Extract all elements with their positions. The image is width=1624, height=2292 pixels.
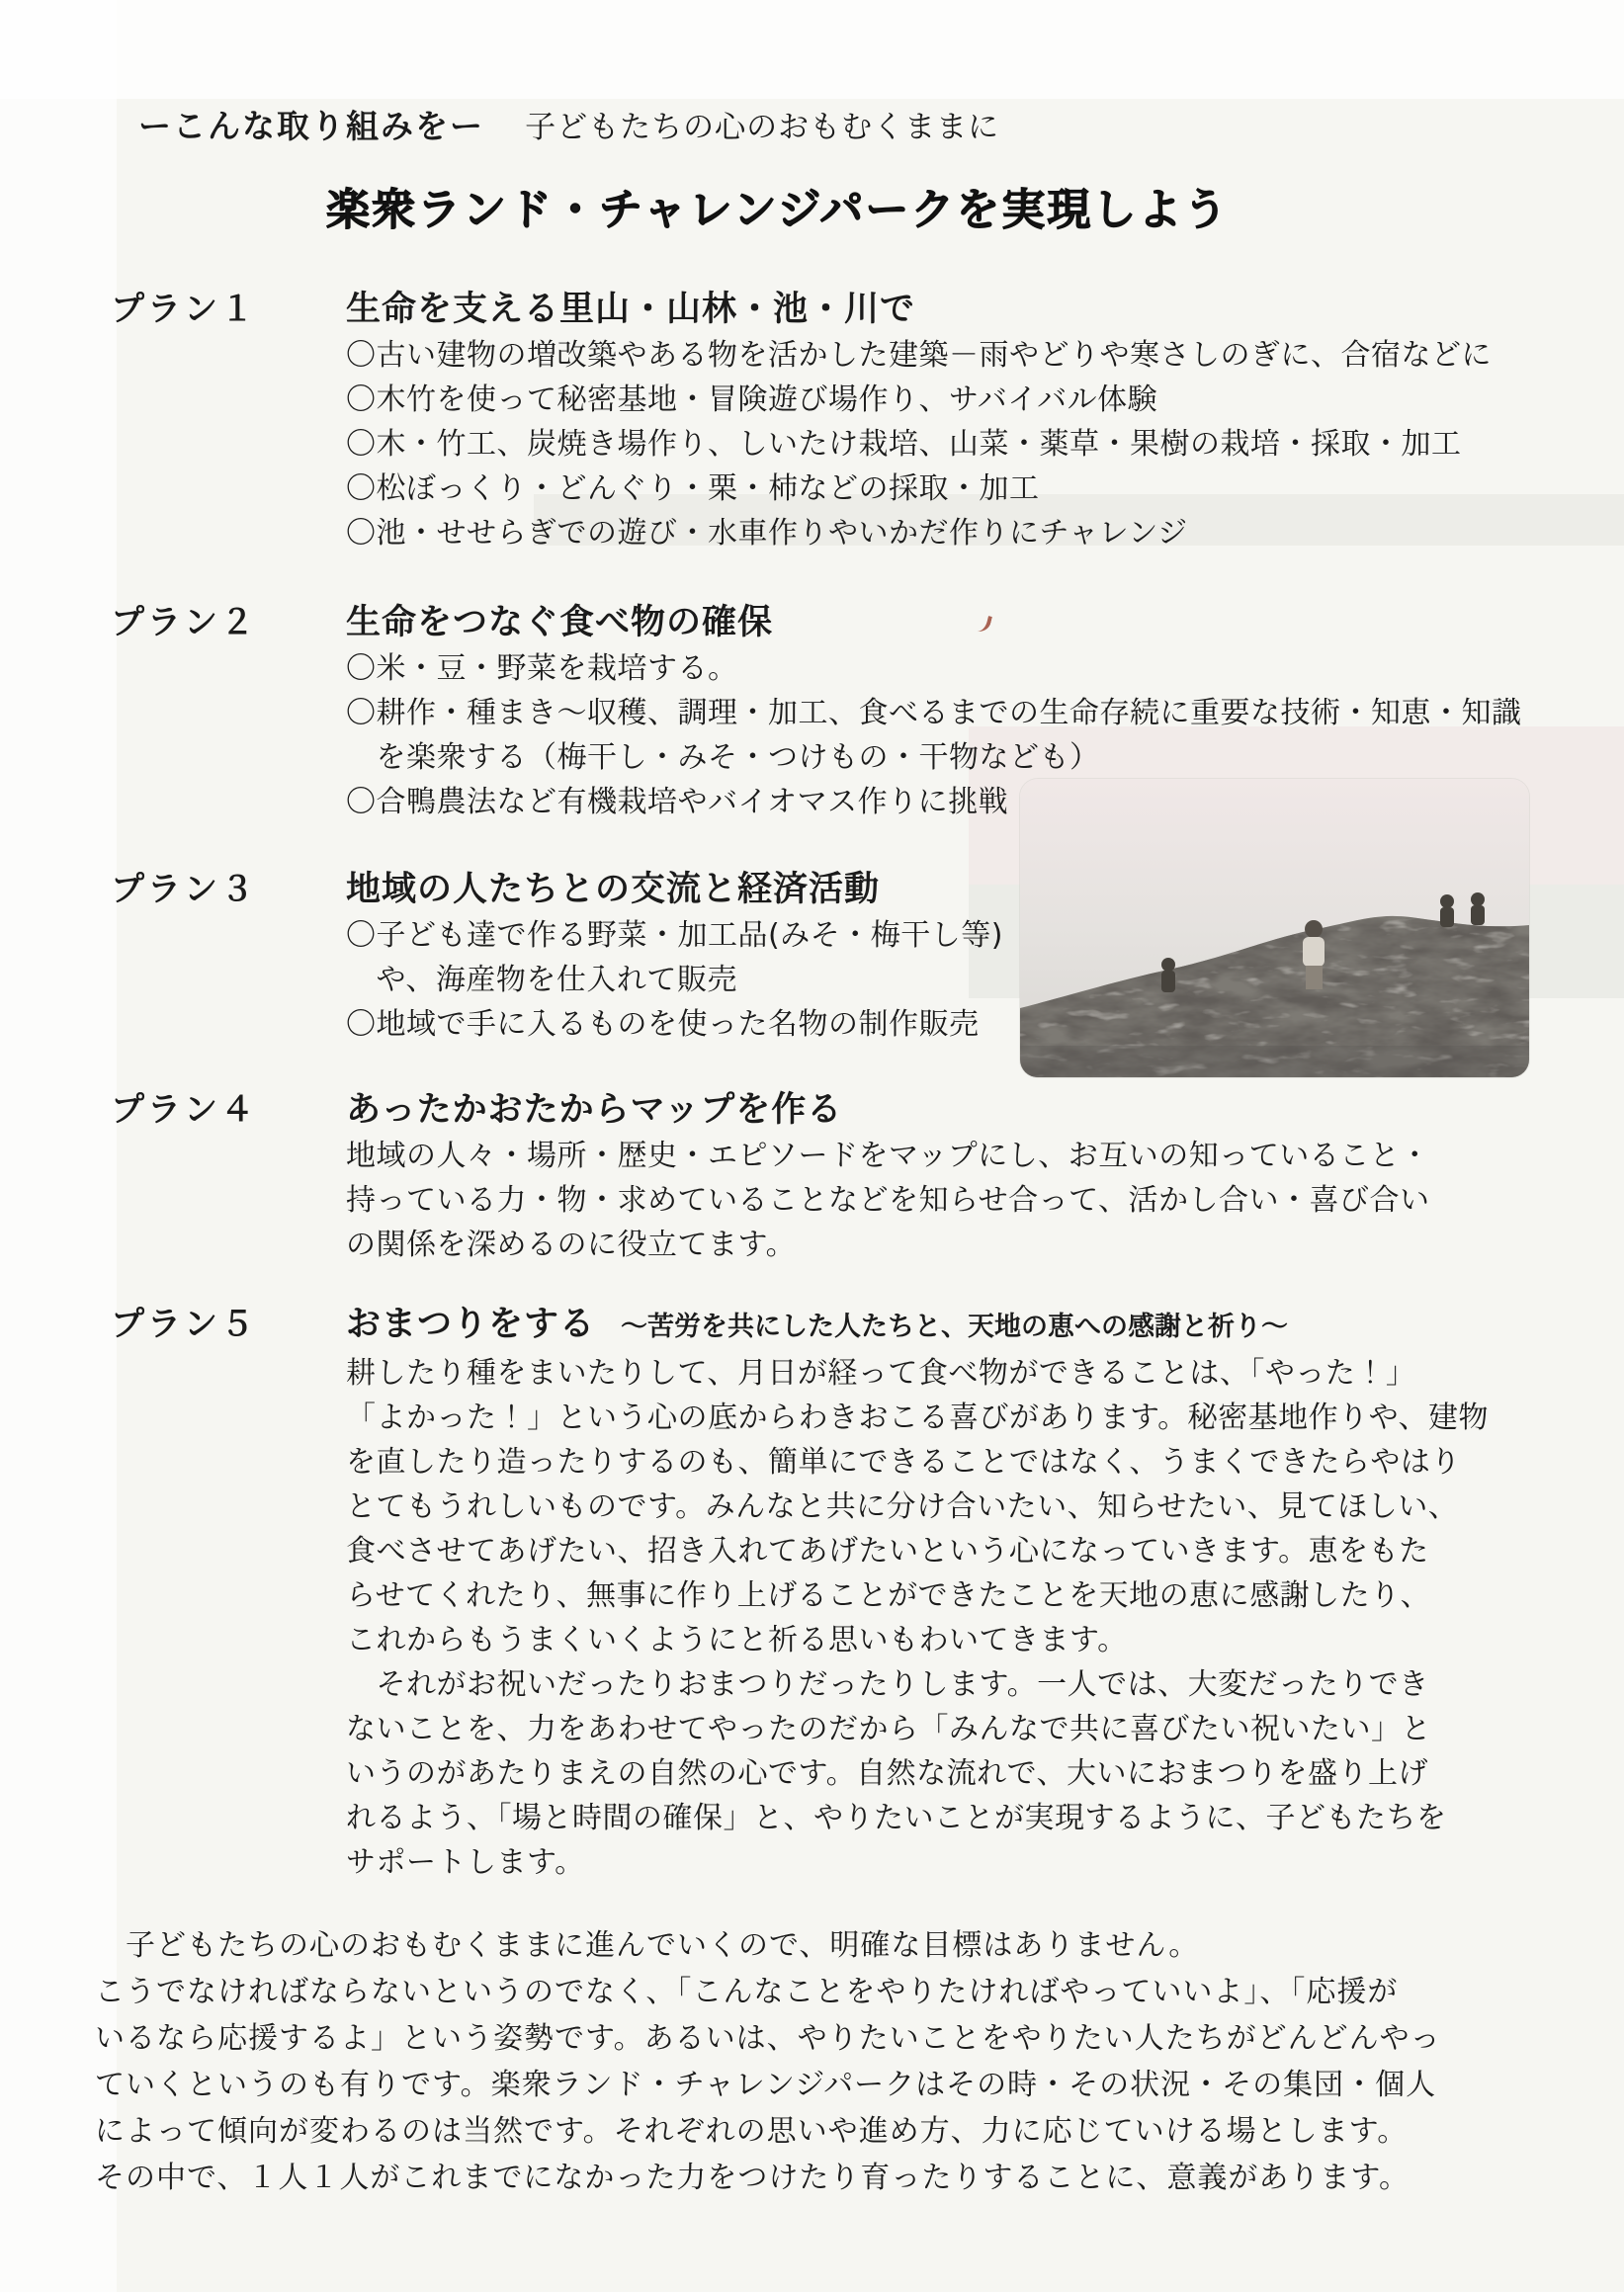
plan-item: 〇合鴨農法など有機栽培やバイオマス作りに挑戦 (346, 785, 1009, 819)
plan-item: 〇木・竹工、炭焼き場作り、しいたけ栽培、山菜・薬草・果樹の栽培・採取・加工 (346, 427, 1462, 462)
plan-heading-text: 生命をつなぐ食べ物の確保 (346, 603, 774, 642)
plan-body (346, 286, 1624, 555)
plan-items (346, 1134, 1624, 1267)
plan-heading-text: おまつりをする (346, 1305, 596, 1344)
plan-item: 〇古い建物の増改築やある物を活かした建築－雨やどりや寒さしのぎに、合宿などに (346, 338, 1492, 373)
plan-label: プラン４ (111, 1090, 257, 1130)
plan-item: 〇地域で手に入るものを使った名物の制作販売 (346, 1007, 980, 1042)
plan-paragraph-line: らせてくれたり、無事に作り上げることができたことを天地の恵に感謝したり、 (346, 1578, 1431, 1613)
plan-items (346, 646, 1624, 824)
page-title: 楽衆ランド・チャレンジパークを実現しよう (326, 185, 1230, 235)
plan-heading (346, 286, 1624, 333)
closing-line: その中で、１人１人がこれまでになかった力をつけたり育ったりすることに、意義があります。 (95, 2161, 1410, 2195)
plan-item: を楽衆する（梅干し・みそ・つけもの・干物なども） (346, 740, 1100, 775)
plan-body (346, 1301, 1624, 1885)
plan-items (346, 333, 1624, 555)
plan-body (346, 1086, 1624, 1267)
plan-heading (346, 1301, 1624, 1351)
plan-paragraph-line: 「よかった！」という心の底からわきおこる喜びがあります。秘密基地作りや、建物 (346, 1401, 1489, 1435)
plan-item: 〇木竹を使って秘密基地・冒険遊び場作り、サバイバル体験 (346, 382, 1158, 417)
closing-paragraph (95, 1922, 1624, 2201)
closing-line: によって傾向が変わるのは当然です。それぞれの思いや進め方、力に応じていける場とします。 (95, 2114, 1409, 2149)
plan-paragraph-line: の関係を深めるのに役立てます。 (346, 1228, 797, 1262)
plan-label: プラン２ (111, 603, 257, 642)
kicker-note-text: 子どもたちの心のおもむくままに (525, 110, 1000, 145)
plan-items (346, 913, 1624, 1047)
plan-item: 〇米・豆・野菜を栽培する。 (346, 651, 738, 686)
plan-label: プラン１ (111, 290, 257, 329)
plan-heading (346, 866, 1624, 913)
plan-label: プラン５ (111, 1305, 257, 1344)
plan-paragraph-line: サポートします。 (346, 1845, 585, 1880)
plan-paragraph-line: 地域の人々・場所・歴史・エピソードをマップにし、お互いの知っていること・ (346, 1139, 1430, 1173)
plan-paragraph-line: 持っている力・物・求めていることなどを知らせ合って、活かし合い・喜び合い (346, 1183, 1430, 1218)
plan-items (346, 1351, 1624, 1885)
plan-item: や、海産物を仕入れて販売 (346, 963, 737, 997)
plan-label: プラン３ (111, 870, 257, 909)
plan-paragraph-line: ないことを、力をあわせてやったのだから「みんなで共に喜びたい祝いたい」と (346, 1712, 1431, 1746)
kicker-text: ーこんな取り組みをー (138, 107, 484, 145)
plan-item: 〇池・せせらぎでの遊び・水車作りやいかだ作りにチャレンジ (346, 516, 1188, 551)
closing-line: こうでなければならないというのでなく、「こんなことをやりたければやっていいよ」、「応援が (95, 1975, 1399, 2009)
closing-line: 子どもたちの心のおもむくままに進んでいくので、明確な目標はありません。 (95, 1928, 1200, 1963)
plan-section-1 (0, 286, 1624, 555)
plan-paragraph-line: とてもうれしいものです。みんなと共に分け合いたい、知らせたい、見てほしい、 (346, 1489, 1459, 1524)
plan-heading (346, 1086, 1624, 1134)
plan-section-2 (0, 599, 1624, 824)
plan-item: 〇松ぼっくり・どんぐり・栗・柿などの採取・加工 (346, 471, 1040, 506)
plan-paragraph-line: これからもうまくいくようにと祈る思いもわいてきます。 (346, 1623, 1128, 1657)
document-kicker-row (138, 0, 1624, 147)
plan-section-4 (0, 1086, 1624, 1267)
plan-body (346, 599, 1624, 824)
plan-body (346, 866, 1624, 1047)
plan-paragraph-line: 食べさせてあげたい、招き入れてあげたいという心になっていきます。恵をもた (346, 1534, 1429, 1569)
plan-paragraph-line: れるよう、「場と時間の確保」と、やりたいことが実現するように、子どもたちを (346, 1801, 1447, 1835)
plan-heading-text: 地域の人たちとの交流と経済活動 (346, 870, 881, 909)
closing-line: ていくというのも有りです。楽衆ランド・チャレンジパークはその時・その状況・その集団・個人 (95, 2068, 1437, 2102)
plan-paragraph-line: いうのがあたりまえの自然の心です。自然な流れで、大いにおまつりを盛り上げ (346, 1756, 1428, 1791)
closing-line: いるなら応援するよ」という姿勢です。あるいは、やりたいことをやりたい人たちがどんどんやっ (95, 2021, 1441, 2056)
plan-subheading-text: ～苦労を共にした人たちと、天地の恵への感謝と祈り～ (621, 1312, 1289, 1342)
plan-section-3 (0, 866, 1624, 1047)
plan-paragraph-line: それがお祝いだったりおまつりだったりします。一人では、大変だったりでき (346, 1667, 1429, 1702)
plan-item: 〇耕作・種まき～収穫、調理・加工、食べるまでの生命存続に重要な技術・知恵・知識 (346, 696, 1522, 730)
plan-heading-text: あったかおたからマップを作る (346, 1090, 843, 1130)
plan-paragraph-line: を直したり造ったりするのも、簡単にできることではなく、うまくできたらやはり (346, 1445, 1461, 1480)
plan-heading-text: 生命を支える里山・山林・池・川で (346, 290, 916, 329)
plan-item: 〇子ども達で作る野菜・加工品(みそ・梅干し等) (346, 918, 1003, 953)
plan-paragraph-line: 耕したり種をまいたりして、月日が経って食べ物ができることは、「やった！」 (346, 1356, 1416, 1391)
plan-section-5 (0, 1301, 1624, 1885)
